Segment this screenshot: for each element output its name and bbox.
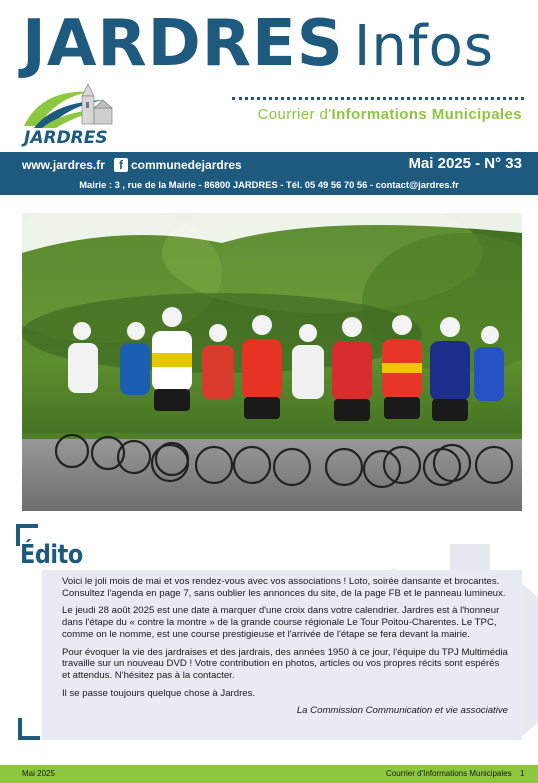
corner-bracket-bottom <box>18 718 40 740</box>
info-band <box>0 152 538 195</box>
issue-number: Mai 2025 - N° 33 <box>408 155 522 172</box>
footer-publication: Courrier d'Informations Municipales <box>386 769 512 778</box>
subtitle-emphasis: Informations Municipales <box>331 106 522 123</box>
contact-line: Mairie : 3 , rue de la Mairie - 86800 JARDRES - Tél. 05 49 56 70 56 - contact@jardres.fr <box>79 179 459 190</box>
facebook-icon: f <box>114 158 128 172</box>
edito-paragraph: Pour évoquer la vie des jardraises et des jardrais, des années 1950 à ce jour, l'équipe du TPJ Multimédia travaille sur un nouveau DVD ! Votre contribution en photos, articles ou vos propres récits sont espérés et attendus. N'hésitez pas à la contacter. <box>62 646 508 681</box>
cover-photo-graphic <box>22 213 522 511</box>
edito-paragraph: Le jeudi 28 août 2025 est une date à marquer d'une croix dans votre calendrier. Jardres est à l'honneur dans l'étape du « contre la montre » de la grande course régionale Le Tour Poitou-Charentes. Le TPC, comme on le nomme, est une course prestigieuse et l'arrivée de l'étape se fera devant la mairie. <box>62 605 500 640</box>
cover-photo-cyclists <box>22 213 522 511</box>
edito-paragraph: Voici le joli mois de mai et vos rendez-vous avec vos associations ! Loto, soirée dansante et brocantes. Consultez l'agenda en page 7, sans oublier les annonces du site, de la page FB et le panneau lumineux. <box>62 576 506 599</box>
footer-page-number: 1 <box>520 769 525 778</box>
edito-signature: La Commission Communication et vie associative <box>296 705 508 717</box>
header <box>0 0 538 150</box>
masthead-title: JARDRES <box>22 7 344 81</box>
logo-graphic <box>20 84 124 130</box>
edito-paragraph: Il se passe toujours quelque chose à Jardres. <box>62 687 256 699</box>
facebook-link[interactable] <box>114 158 242 172</box>
facebook-handle: communedejardres <box>131 158 242 172</box>
footer-bar <box>0 765 538 783</box>
edito-box <box>42 570 522 740</box>
logo-name: JARDRES <box>24 128 108 148</box>
dotted-divider <box>232 97 524 100</box>
website-link[interactable]: www.jardres.fr <box>22 158 105 172</box>
church-swoosh-logo <box>20 84 124 148</box>
newsletter-subtitle <box>258 106 522 123</box>
subtitle-prefix: Courrier d' <box>257 106 332 123</box>
masthead <box>22 7 495 81</box>
edito-heading: Édito <box>20 540 83 570</box>
footer-date: Mai 2025 <box>22 769 55 778</box>
masthead-subtitle: Infos <box>353 14 495 79</box>
